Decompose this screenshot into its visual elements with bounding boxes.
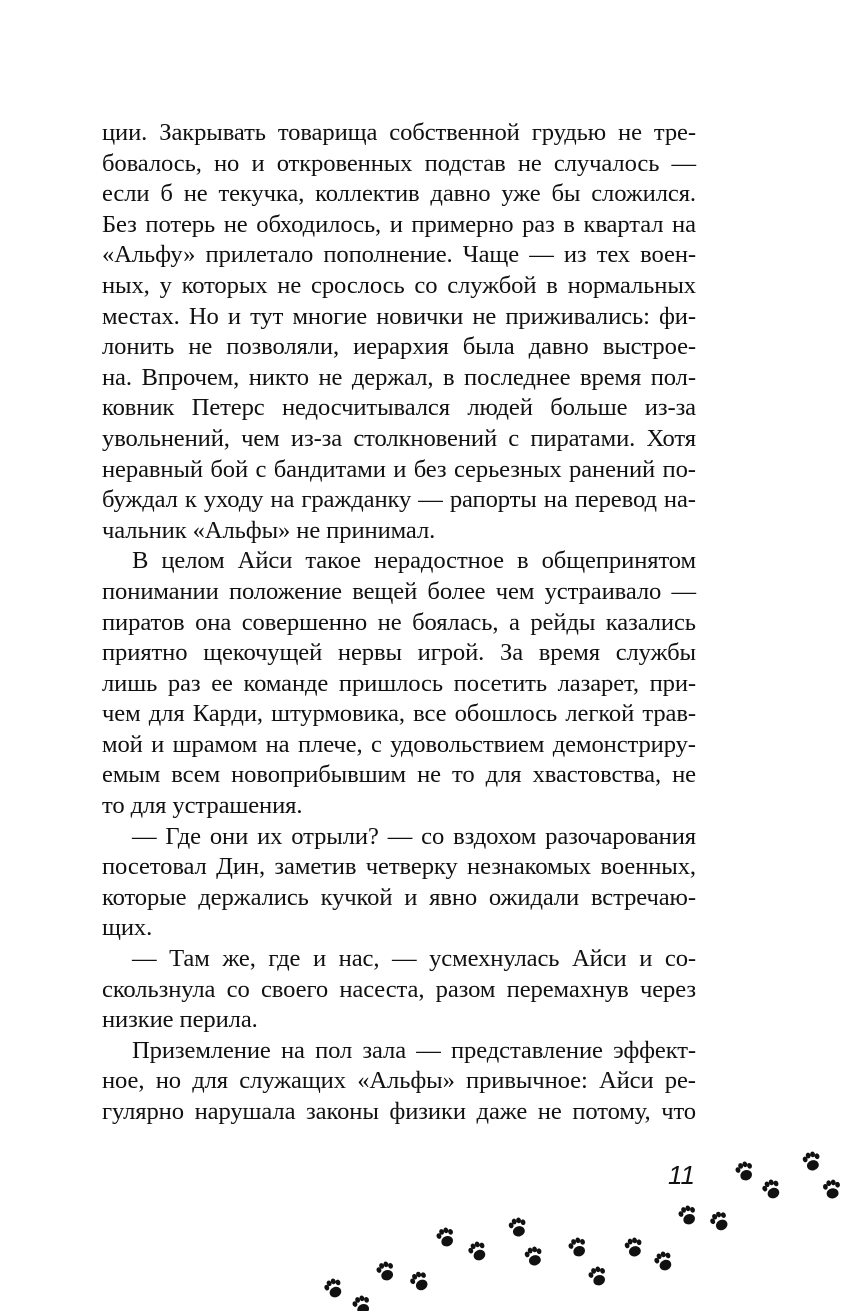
page-number: 11 bbox=[668, 1160, 695, 1190]
text-line: бовалось, но и откровенных подстав не случалось — bbox=[102, 149, 696, 177]
paw-icon bbox=[652, 1249, 675, 1273]
text-line: гулярно нарушала законы физики даже не потому, что bbox=[102, 1098, 696, 1125]
paw-icon bbox=[623, 1236, 644, 1258]
paw-icon bbox=[351, 1294, 373, 1311]
paw-icon bbox=[734, 1160, 756, 1183]
text-line: ных, у которых не срослось со службой в нормальных bbox=[102, 271, 696, 299]
paw-icon bbox=[322, 1276, 345, 1300]
text-line: «Альфу» прилетало пополнение. Чаще — из тех воен- bbox=[102, 241, 696, 269]
text-line: ное, но для служащих «Альфы» привычное: Айси ре- bbox=[102, 1067, 696, 1095]
text-line: скользнула со своего насеста, разом перемахнув через bbox=[102, 975, 696, 1003]
paw-icon bbox=[435, 1226, 457, 1249]
paw-icon bbox=[801, 1150, 822, 1172]
text-line: ковник Петерс недосчитывался людей больше из-за bbox=[102, 394, 696, 422]
paw-icon bbox=[677, 1204, 699, 1227]
text-line: мой и шрамом на плече, с удовольствием демонстриру- bbox=[102, 730, 696, 758]
text-line: понимании положение вещей более чем устраивало — bbox=[102, 577, 696, 605]
paw-icon bbox=[375, 1260, 397, 1283]
text-line: — Там же, где и нас, — усмехнулась Айси и со- bbox=[132, 945, 696, 973]
body-text bbox=[102, 118, 696, 1128]
paw-icon bbox=[567, 1236, 589, 1259]
text-line: которые держались кучкой и явно ожидали встречаю- bbox=[102, 883, 696, 911]
text-line: чальник «Альфы» не принимал. bbox=[102, 516, 436, 544]
text-line: неравный бой с бандитами и без серьезных ранений по- bbox=[102, 455, 696, 483]
text-line: то для устрашения. bbox=[102, 792, 303, 820]
paw-icon bbox=[523, 1245, 544, 1267]
text-line: пиратов она совершенно не боялась, а рейды казались bbox=[102, 608, 696, 636]
text-line: местах. Но и тут многие новички не приживались: фи- bbox=[102, 302, 696, 330]
text-line: щих. bbox=[102, 914, 153, 942]
paw-icon bbox=[466, 1239, 489, 1263]
paw-icon bbox=[708, 1209, 732, 1234]
paw-icon bbox=[507, 1216, 528, 1238]
text-line: чем для Карди, штурмовика, все обошлось легкой трав- bbox=[102, 700, 696, 728]
paw-icon bbox=[822, 1179, 842, 1200]
paw-icon bbox=[408, 1269, 432, 1294]
text-line: емым всем новоприбывшим не то для хвастовства, не bbox=[102, 761, 696, 789]
text-line: В целом Айси такое нерадостное в общепринятом bbox=[132, 547, 696, 575]
text-line: Без потерь не обходилось, и примерно раз в квартал на bbox=[102, 210, 696, 238]
text-line: на. Впрочем, никто не держал, в последнее время пол- bbox=[102, 363, 696, 391]
text-line: если б не текучка, коллектив давно уже бы сложился. bbox=[102, 180, 696, 208]
text-line: лишь раз ее команде пришлось посетить лазарет, при- bbox=[102, 669, 696, 697]
text-line: увольнений, чем из-за столкновений с пиратами. Хотя bbox=[102, 424, 696, 452]
text-line: приятно щекочущей нервы игрой. За время службы bbox=[102, 639, 696, 667]
text-line: низкие перила. bbox=[102, 1006, 258, 1034]
text-line: ции. Закрывать товарища собственной грудью не тре- bbox=[102, 119, 696, 146]
paw-icon bbox=[587, 1265, 609, 1288]
text-line: буждал к уходу на гражданку — рапорты на перевод на- bbox=[102, 486, 696, 514]
text-line: Приземление на пол зала — представление эффект- bbox=[132, 1036, 696, 1064]
text-line: — Где они их отрыли? — со вздохом разочарования bbox=[132, 822, 696, 850]
paw-icon bbox=[760, 1177, 783, 1201]
text-line: посетовал Дин, заметив четверку незнакомых военных, bbox=[102, 853, 696, 881]
text-line: лонить не позволяли, иерархия была давно выстрое- bbox=[102, 333, 696, 361]
